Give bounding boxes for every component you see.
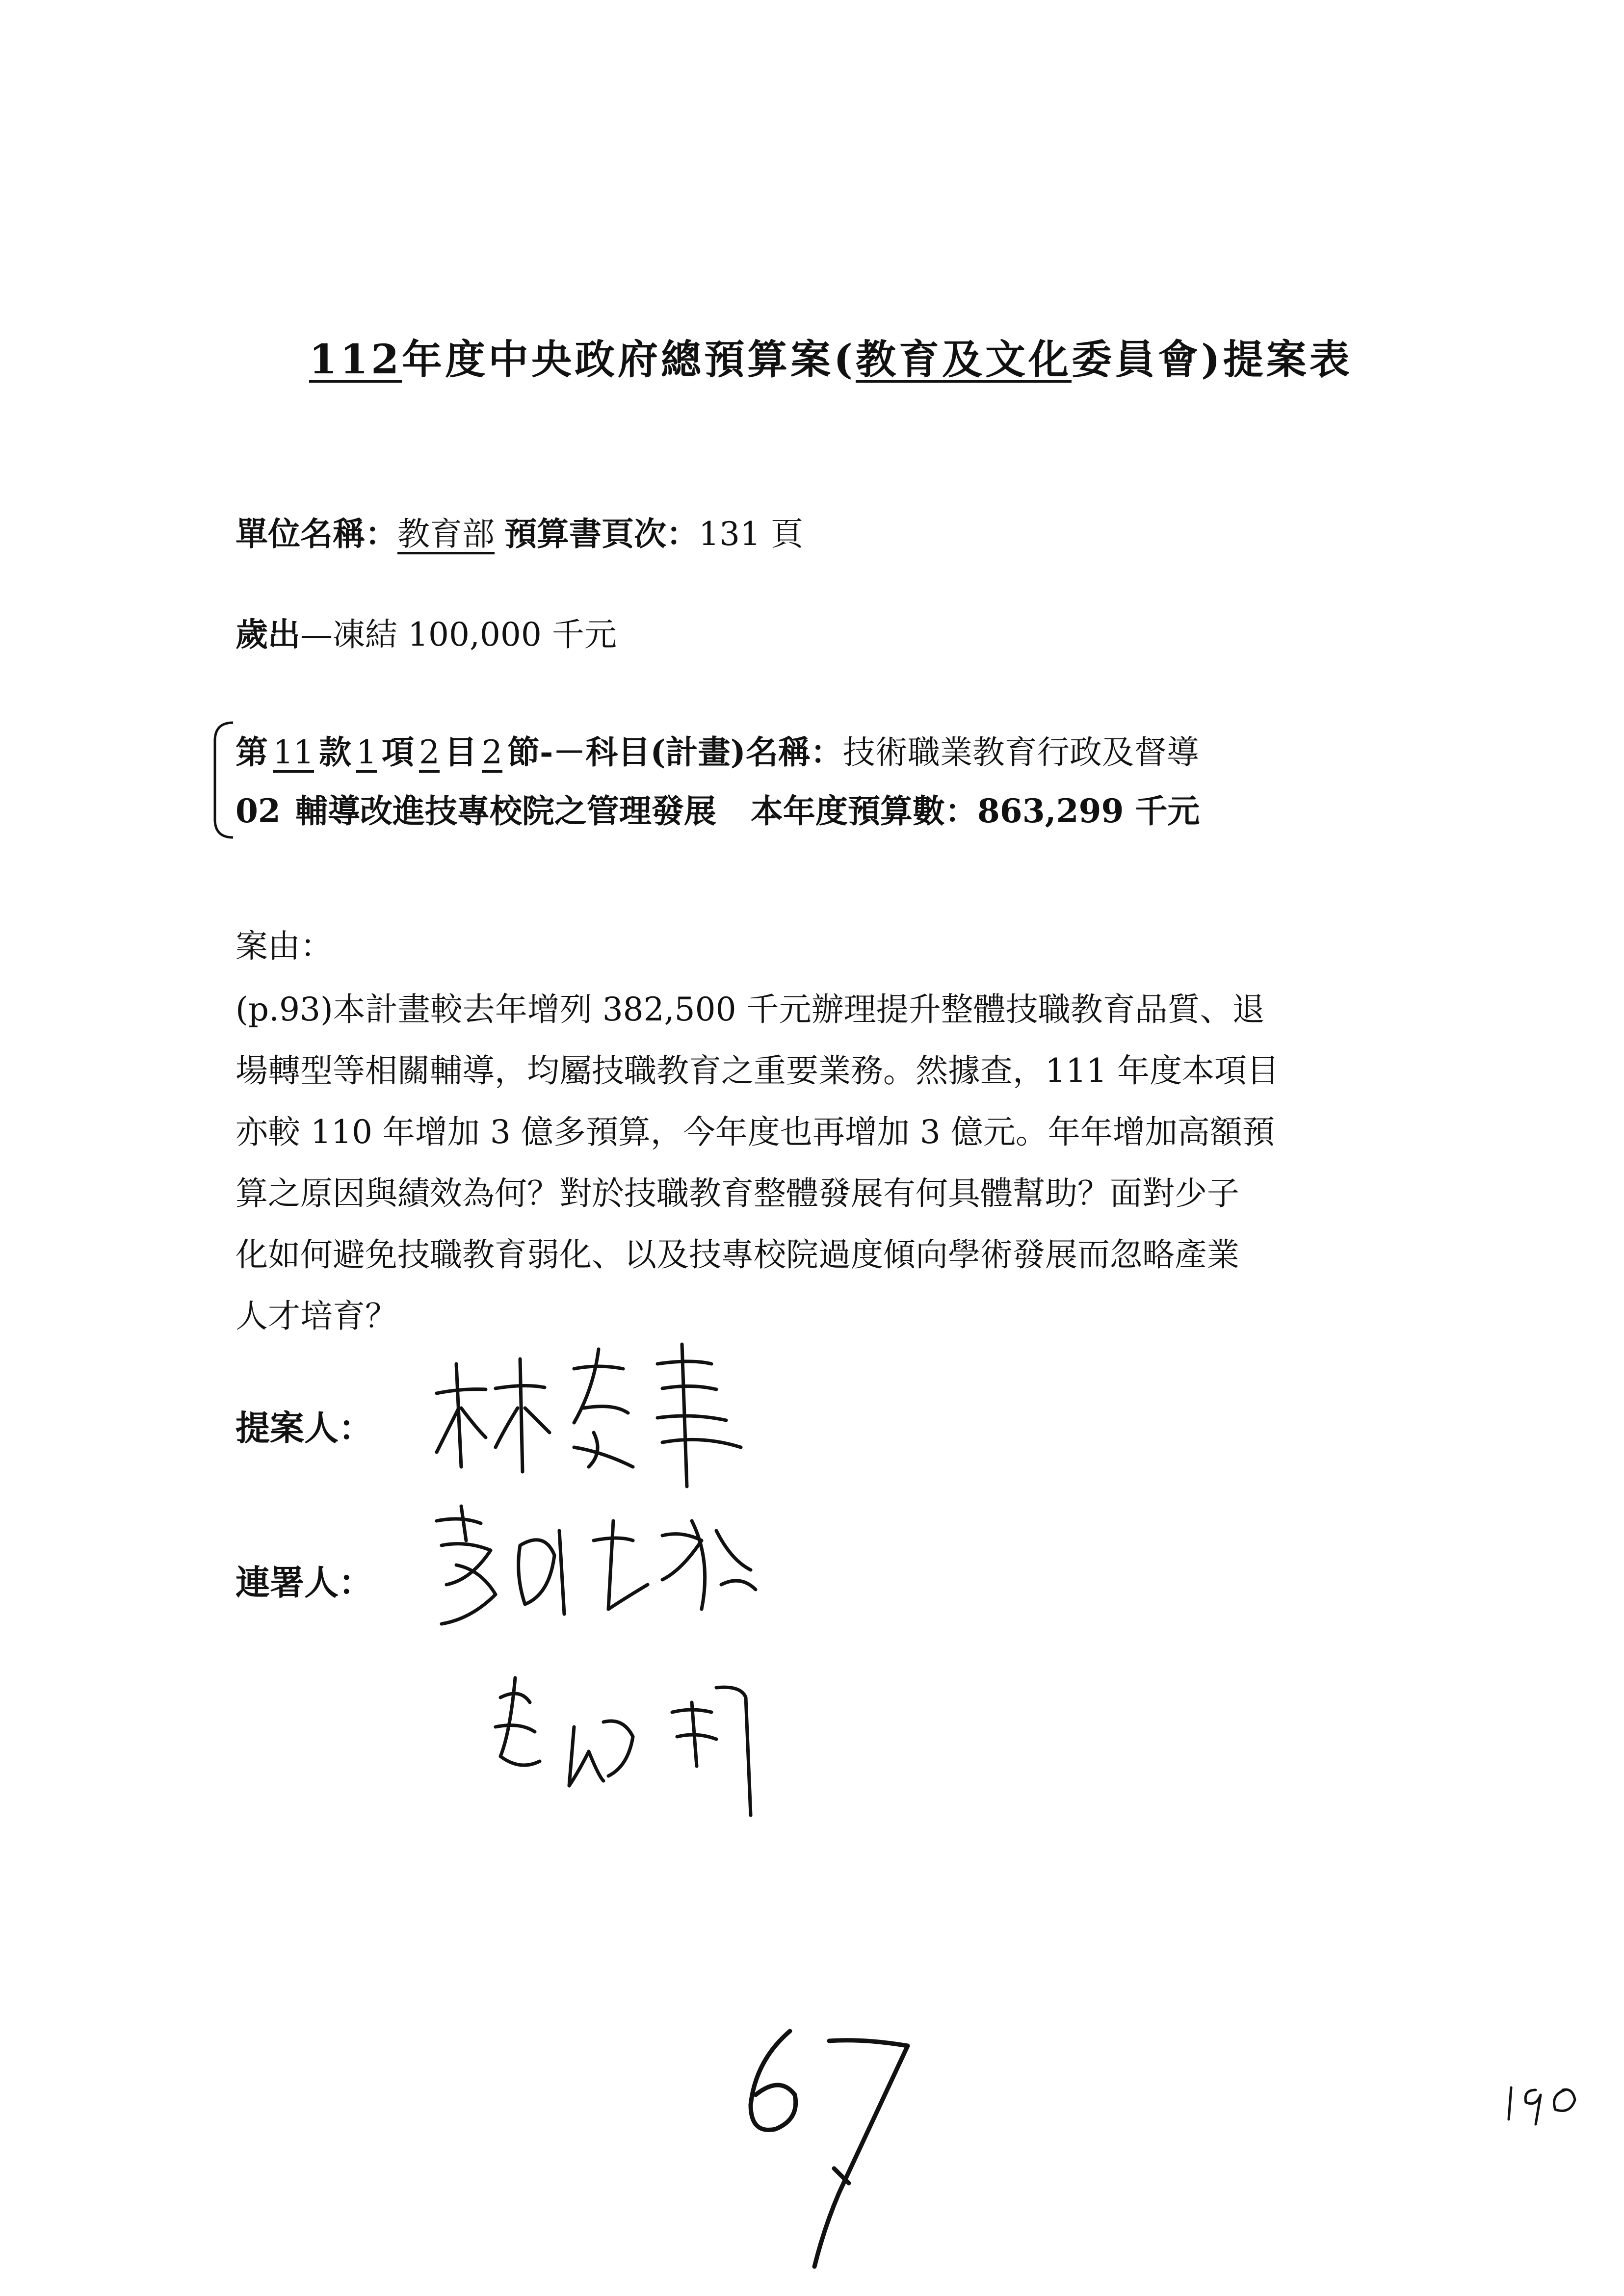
- reason-line: (p.93)本計畫較去年增列 382,500 千元辦理提升整體技職教育品質、退: [236, 991, 1265, 1028]
- title-pre: 年度中央政府總預算案(: [402, 336, 856, 383]
- item-bracket: [206, 719, 236, 841]
- plan-name: 輔導改進技專校院之管理發展: [295, 792, 716, 830]
- proposer-label: 提案人：: [236, 1408, 373, 1448]
- reason-line: 算之原因與績效為何？對於技職教育整體發展有何具體幫助？面對少子: [236, 1174, 1239, 1212]
- budget-label: 本年度預算數：: [750, 792, 977, 830]
- item-line-1: [236, 726, 1199, 773]
- kuan-label: 第: [236, 733, 268, 771]
- mu-label: 項: [381, 733, 414, 771]
- reason-label: 案由：: [236, 927, 333, 965]
- reason-line: 化如何避免技職教育弱化、以及技專校院過度傾向學術發展而忽略產業: [236, 1236, 1239, 1274]
- title-committee: 教育及文化: [855, 336, 1072, 383]
- reason-line: 亦較 110 年增加 3 億多預算，今年度也再增加 3 億元。年年增加高額預: [236, 1113, 1275, 1151]
- expenditure-text: —凍結 100,000 千元: [300, 616, 617, 653]
- jie-value: 2: [481, 733, 502, 771]
- sheet-number-handwritten: [1501, 2075, 1590, 2129]
- unit-label: 單位名稱：: [236, 515, 397, 553]
- proposer-signature: [427, 1334, 770, 1501]
- subject-label: 節-－科目(計畫)名稱：: [507, 733, 843, 771]
- page-number-handwritten: [726, 2021, 932, 2276]
- reason-body: [236, 979, 1438, 1347]
- page-value: 131 頁: [699, 515, 803, 553]
- jie-label: 目: [444, 733, 477, 771]
- budget-value: 863,299 千元: [977, 792, 1200, 830]
- document-title: [309, 328, 1353, 385]
- cosigner-signature: [486, 1658, 829, 1820]
- page-label: 預算書頁次：: [504, 515, 699, 553]
- xiang-value: 1: [356, 733, 377, 771]
- cosigner-signature: [427, 1501, 770, 1648]
- unit-line: [236, 508, 803, 554]
- expenditure-label: 歲出: [236, 615, 300, 653]
- subject-name: 技術職業教育行政及督導: [842, 733, 1199, 771]
- reason-line: 人才培育？: [236, 1297, 397, 1335]
- expenditure-line: [236, 608, 617, 655]
- xiang-label: 款: [318, 733, 351, 771]
- title-post: 委員會)提案表: [1072, 336, 1353, 383]
- cosigner-label: 連署人：: [236, 1562, 373, 1603]
- item-line-2: [236, 785, 1200, 832]
- kuan-value: 11: [273, 733, 314, 771]
- plan-code: 02: [236, 792, 281, 830]
- reason-line: 場轉型等相關輔導，均屬技職教育之重要業務。然據查，111 年度本項目: [236, 1052, 1279, 1090]
- unit-name: 教育部: [397, 515, 495, 553]
- mu-value: 2: [419, 733, 440, 771]
- title-year: 112: [309, 336, 402, 383]
